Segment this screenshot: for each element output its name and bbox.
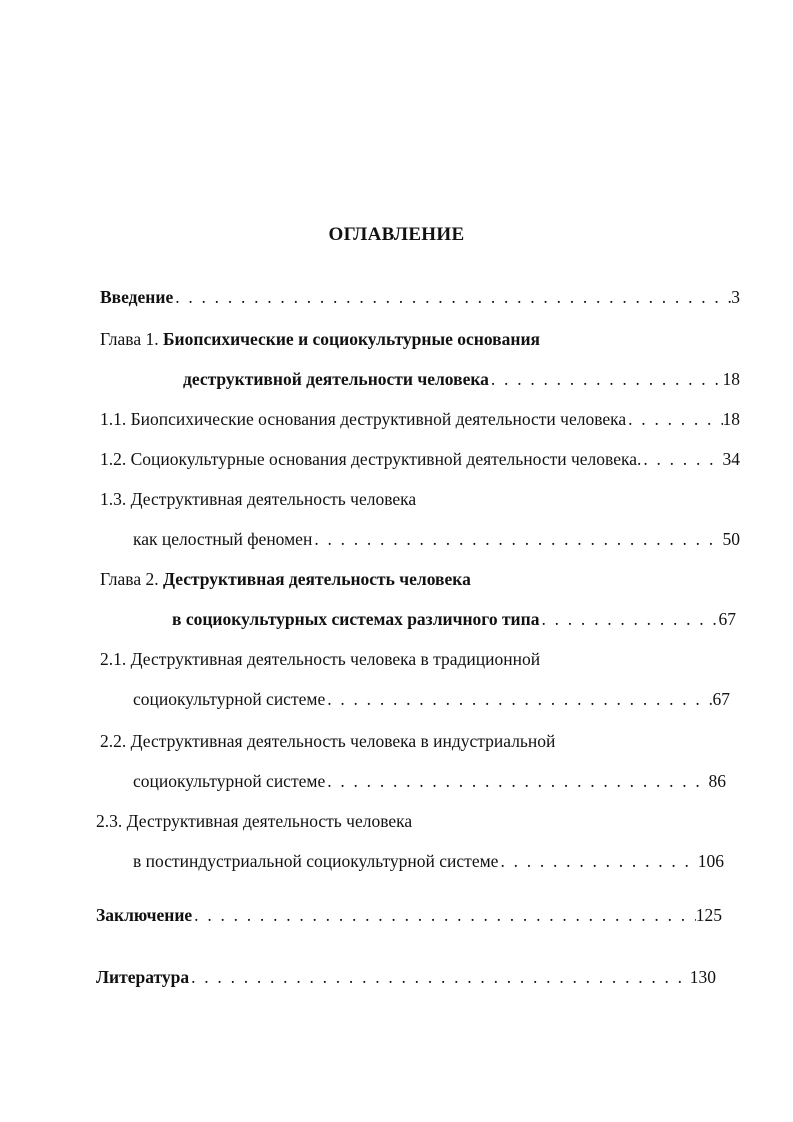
dot-leader xyxy=(173,284,731,310)
toc-entry-label: Введение xyxy=(100,287,174,307)
section-label: 1.2. Социокультурные основания деструктивной деятельности человека. xyxy=(100,449,642,469)
dot-leader xyxy=(312,526,722,552)
toc-page-number: 18 xyxy=(722,369,740,389)
toc-page-number: 3 xyxy=(731,287,740,307)
section-label: 2.1. Деструктивная деятельность человека в традиционной xyxy=(100,649,541,669)
toc-page-number: 67 xyxy=(718,609,736,629)
dot-leader xyxy=(325,768,708,794)
chapter-prefix: Глава 1. xyxy=(100,329,159,349)
dot-leader xyxy=(192,902,696,928)
dot-leader xyxy=(489,366,723,392)
toc-page-number: 106 xyxy=(697,851,724,871)
section-label: 1.1. Биопсихические основания деструктивной деятельности человека xyxy=(100,409,627,429)
toc-section-2-3[interactable] xyxy=(96,808,736,834)
chapter-title: Деструктивная деятельность человека xyxy=(162,569,471,589)
section-label-cont: как целостный феномен xyxy=(133,529,313,549)
section-label-cont: социокультурной системе xyxy=(133,689,326,709)
section-label-cont: социокультурной системе xyxy=(133,771,326,791)
chapter-prefix: Глава 2. xyxy=(100,569,159,589)
section-label: 1.3. Деструктивная деятельность человека xyxy=(100,489,417,509)
toc-page-number: 130 xyxy=(689,967,716,987)
dot-leader xyxy=(498,848,697,874)
section-label: 2.2. Деструктивная деятельность человека в индустриальной xyxy=(100,731,556,751)
toc-section-1-1[interactable] xyxy=(100,406,740,432)
chapter-title: Биопсихические и социокультурные основания xyxy=(162,329,541,349)
toc-page-number: 18 xyxy=(722,409,740,429)
toc-chapter-2-heading[interactable] xyxy=(100,566,740,592)
toc-entry-literature[interactable] xyxy=(96,964,716,990)
toc-chapter-2-title-cont[interactable] xyxy=(172,606,736,632)
dot-leader xyxy=(325,686,712,712)
toc-chapter-1-title-cont[interactable] xyxy=(183,366,740,392)
toc-section-2-1-cont[interactable] xyxy=(133,686,730,712)
toc-section-2-2[interactable] xyxy=(100,728,740,754)
dot-leader xyxy=(626,406,722,432)
toc-page-number: 125 xyxy=(695,905,722,925)
toc-page-number: 86 xyxy=(708,771,726,791)
toc-title: ОГЛАВЛЕНИЕ xyxy=(328,224,465,245)
toc-section-2-2-cont[interactable] xyxy=(133,768,726,794)
toc-section-2-3-cont[interactable] xyxy=(133,848,724,874)
toc-section-1-3-cont[interactable] xyxy=(133,526,740,552)
section-label: 2.3. Деструктивная деятельность человека xyxy=(96,811,413,831)
toc-page-number: 50 xyxy=(722,529,740,549)
toc-page-number: 34 xyxy=(722,449,740,469)
dot-leader xyxy=(539,606,718,632)
section-label-cont: в постиндустриальной социокультурной системе xyxy=(133,851,499,871)
dot-leader xyxy=(189,964,690,990)
dot-leader xyxy=(641,446,722,472)
chapter-title-cont: деструктивной деятельности человека xyxy=(183,369,489,389)
toc-chapter-1-heading[interactable] xyxy=(100,326,740,352)
toc-entry-label: Литература xyxy=(96,967,190,987)
chapter-title-cont: в социокультурных системах различного типа xyxy=(172,609,540,629)
toc-section-1-3[interactable] xyxy=(100,486,740,512)
toc-entry-conclusion[interactable] xyxy=(96,902,722,928)
toc-page-number: 67 xyxy=(712,689,730,709)
toc-entry-intro[interactable] xyxy=(100,284,740,310)
toc-entry-label: Заключение xyxy=(96,905,193,925)
toc-section-2-1[interactable] xyxy=(100,646,740,672)
toc-section-1-2[interactable] xyxy=(100,446,740,472)
